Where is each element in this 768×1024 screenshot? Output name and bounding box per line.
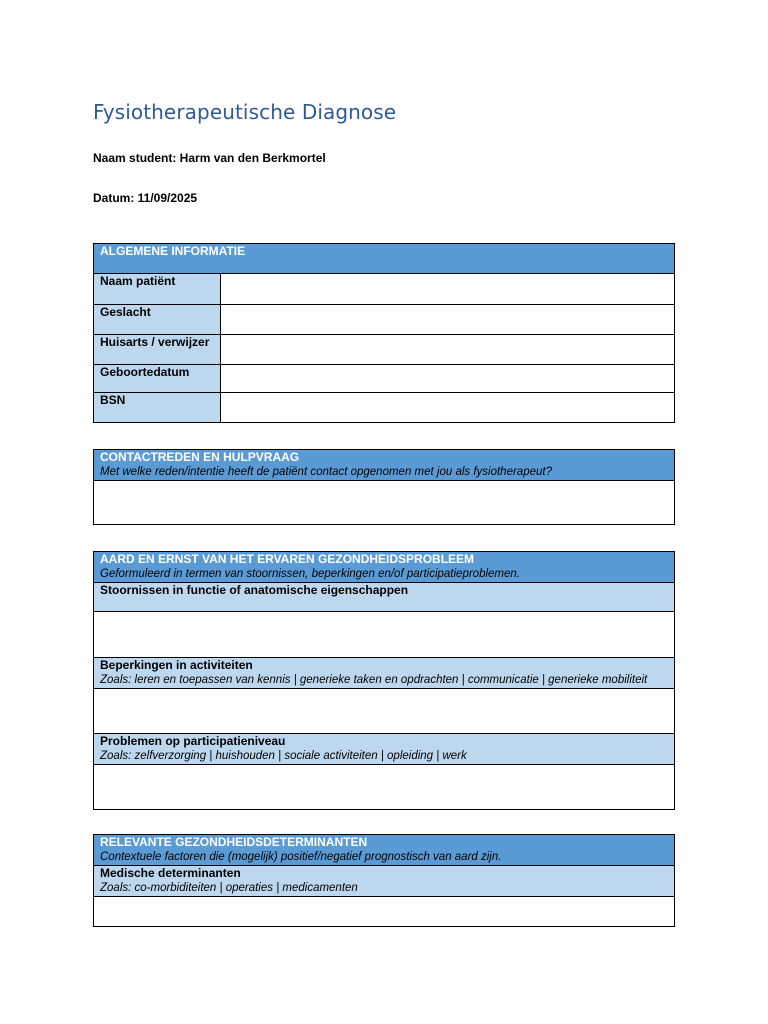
activity-limitations-hint: Zoals: leren en toepassen van kennis | generieke taken en opdrachten | communicatie | generieke mobiliteit <box>100 674 648 686</box>
date-line: Datum: 11/09/2025 <box>93 191 198 205</box>
label-birthdate: Geboortedatum <box>94 365 221 393</box>
health-problem-table <box>93 551 675 810</box>
page-title: Fysiotherapeutische Diagnose <box>93 100 397 124</box>
bsn-field[interactable] <box>221 393 675 423</box>
health-problem-header: AARD EN ERNST VAN HET ERVAREN GEZONDHEIDSPROBLEEM Geformuleerd in termen van stoornissen, beperkingen en/of participatieproblemen. <box>94 552 675 583</box>
activity-limitations-section-header: Beperkingen in activiteiten Zoals: leren en toepassen van kennis | generieke taken en opdrachten | communicatie | generieke mobiliteit <box>94 658 675 689</box>
health-problem-subtitle: Geformuleerd in termen van stoornissen, beperkingen en/of participatieproblemen. <box>100 568 520 580</box>
general-info-header: ALGEMENE INFORMATIE <box>94 244 675 274</box>
medical-determinants-field[interactable] <box>94 897 675 927</box>
label-patient-name: Naam patiënt <box>94 274 221 305</box>
label-gender: Geslacht <box>94 305 221 335</box>
medical-determinants-section-header: Medische determinanten Zoals: co-morbiditeiten | operaties | medicamenten <box>94 866 675 897</box>
gp-referrer-field[interactable] <box>221 335 675 365</box>
impairments-section-header: Stoornissen in functie of anatomische eigenschappen <box>94 583 675 612</box>
patient-name-field[interactable] <box>221 274 675 305</box>
gender-field[interactable] <box>221 305 675 335</box>
label-gp-referrer: Huisarts / verwijzer <box>94 335 221 365</box>
contact-reason-field[interactable] <box>94 481 675 525</box>
activity-limitations-field[interactable] <box>94 689 675 734</box>
participation-hint: Zoals: zelfverzorging | huishouden | sociale activiteiten | opleiding | werk <box>100 750 467 762</box>
health-determinants-subtitle: Contextuele factoren die (mogelijk) positief/negatief prognostisch van aard zijn. <box>100 851 502 863</box>
health-determinants-table <box>93 834 675 927</box>
health-determinants-header: RELEVANTE GEZONDHEIDSDETERMINANTEN Contextuele factoren die (mogelijk) positief/negatief prognostisch van aard zijn. <box>94 835 675 866</box>
participation-field[interactable] <box>94 765 675 810</box>
participation-section-header: Problemen op participatieniveau Zoals: zelfverzorging | huishouden | sociale activiteiten | opleiding | werk <box>94 734 675 765</box>
contact-reason-header: CONTACTREDEN EN HULPVRAAG Met welke reden/intentie heeft de patiënt contact opgenomen met jou als fysiotherapeut? <box>94 450 675 481</box>
student-name: Naam student: Harm van den Berkmortel <box>93 151 326 165</box>
label-bsn: BSN <box>94 393 221 423</box>
impairments-field[interactable] <box>94 612 675 658</box>
general-info-table <box>93 243 675 423</box>
contact-reason-table <box>93 449 675 525</box>
contact-reason-subtitle: Met welke reden/intentie heeft de patiënt contact opgenomen met jou als fysiotherapeut? <box>100 466 552 478</box>
birthdate-field[interactable] <box>221 365 675 393</box>
medical-determinants-hint: Zoals: co-morbiditeiten | operaties | medicamenten <box>100 882 358 894</box>
